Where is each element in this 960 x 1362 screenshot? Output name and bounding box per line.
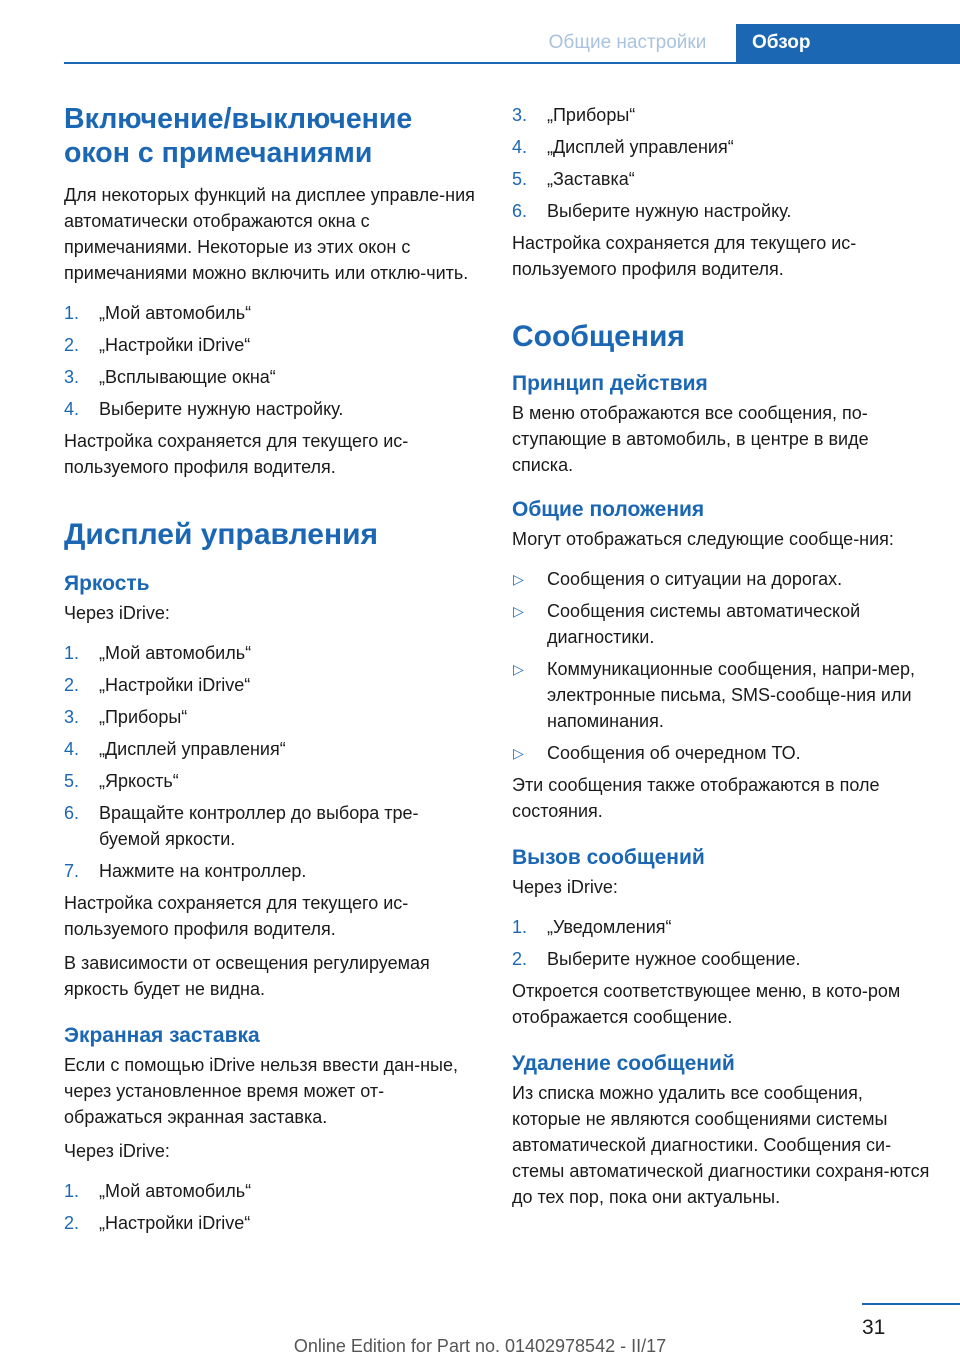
via-idrive: Через iDrive: [64, 1141, 170, 1161]
list-item: 6. Вращайте контроллер до выбора тре-буемой яркости. [64, 803, 419, 849]
list-item: 2. „Настройки iDrive“ [64, 675, 251, 695]
subtitle-screensaver: Экранная заставка [64, 1024, 260, 1047]
overview-tab[interactable]: Обзор [736, 24, 960, 62]
list-item: 1. „Мой автомобиль“ [64, 643, 252, 663]
right-column [512, 102, 930, 1210]
list-item: 4. Выберите нужную настройку. [64, 399, 344, 419]
section-label: Общие настройки [548, 32, 707, 53]
list-item: 5. „Заставка“ [512, 169, 635, 189]
edition-footer: Online Edition for Part no. 01402978542 - II/17 [293, 1336, 667, 1356]
list-brightness-steps [64, 640, 479, 884]
list-item: 6. Выберите нужную настройку. [512, 201, 792, 221]
triangle-bullet-icon: ▷ [513, 661, 524, 677]
list-call-steps [512, 914, 930, 972]
delete-paragraph: Из списка можно удалить все сообщения, которые не являются сообщениями системы автоматической диагностики. Сообщения си-стемы автоматической диагностики сохраня-ются до тех пор, пока они актуальны. [512, 1083, 930, 1207]
saved-note: Настройка сохраняется для текущего ис-пользуемого профиля водителя. [64, 893, 409, 939]
list-item: 1. „Мой автомобиль“ [64, 303, 252, 323]
list-item: 1. „Уведомления“ [512, 917, 672, 937]
subtitle-call-messages: Вызов сообщений [512, 846, 705, 869]
title-popup-windows: Включение/выключение окон с примечаниями [64, 103, 413, 169]
principle-paragraph: В меню отображаются все сообщения, по-ступающие в автомобиль, в центре в виде списка. [512, 403, 869, 475]
brightness-note: В зависимости от освещения регулируемая яркость будет не видна. [64, 953, 430, 999]
list-item: 1. „Мой автомобиль“ [64, 1181, 252, 1201]
title-messages: Сообщения [512, 320, 685, 353]
opens-paragraph: Откроется соответствующее меню, в кото-ром отображается сообщение. [512, 981, 901, 1027]
list-item: 4. „Дисплей управления“ [512, 137, 734, 157]
subtitle-delete-messages: Удаление сообщений [512, 1052, 735, 1075]
list-item: 3. „Приборы“ [64, 707, 188, 727]
list-item: ▷ Сообщения о ситуации на дорогах. [512, 566, 930, 592]
general-paragraph: Могут отображаться следующие сообще-ния: [512, 529, 894, 549]
list-screensaver-steps [64, 1178, 479, 1236]
subtitle-brightness: Яркость [64, 572, 150, 595]
triangle-bullet-icon: ▷ [513, 603, 524, 619]
footer-rule [862, 1303, 960, 1305]
list-screensaver-steps-cont [512, 102, 930, 224]
status-paragraph: Эти сообщения также отображаются в поле состояния. [512, 775, 880, 821]
saved-note: Настройка сохраняется для текущего ис-пользуемого профиля водителя. [64, 431, 409, 477]
page-number: 31 [862, 1316, 886, 1339]
intro-paragraph: Для некоторых функций на дисплее управле-ния автоматически отображаются окна с примечаниями. Некоторые из этих окон с примечаниями можно включить или отклю-чить. [64, 185, 475, 283]
triangle-bullet-icon: ▷ [513, 571, 524, 587]
title-control-display: Дисплей управления [64, 518, 379, 551]
list-item: ▷ Сообщения об очередном ТО. [512, 740, 930, 766]
list-item: 2. „Настройки iDrive“ [64, 1213, 251, 1233]
bullet-list-message-types [512, 566, 930, 766]
list-item: 4. „Дисплей управления“ [64, 739, 286, 759]
list-item: ▷ Сообщения системы автоматической диагностики. [512, 598, 892, 650]
list-item: 5. „Яркость“ [64, 771, 179, 791]
list-item: 7. Нажмите на контроллер. [64, 861, 307, 881]
list-item: 3. „Приборы“ [512, 105, 636, 125]
saved-note: Настройка сохраняется для текущего ис-пользуемого профиля водителя. [512, 233, 857, 279]
triangle-bullet-icon: ▷ [513, 745, 524, 761]
list-item: 2. Выберите нужное сообщение. [512, 949, 801, 969]
list-item: 3. „Всплывающие окна“ [64, 367, 276, 387]
list-popup-steps [64, 300, 479, 422]
screensaver-paragraph: Если с помощью iDrive нельзя ввести дан-ные, через установленное время может от-ображаться экранная заставка. [64, 1055, 459, 1127]
via-idrive: Через iDrive: [512, 877, 618, 897]
header-rule [64, 62, 960, 64]
page-header [0, 24, 960, 62]
subtitle-general: Общие положения [512, 498, 705, 521]
list-item: 2. „Настройки iDrive“ [64, 335, 251, 355]
left-column [64, 102, 479, 1236]
list-item: ▷ Коммуникационные сообщения, напри-мер, электронные письма, SMS-сообще-ния или напоминания. [512, 656, 930, 734]
via-idrive: Через iDrive: [64, 603, 170, 623]
subtitle-principle: Принцип действия [512, 372, 708, 395]
